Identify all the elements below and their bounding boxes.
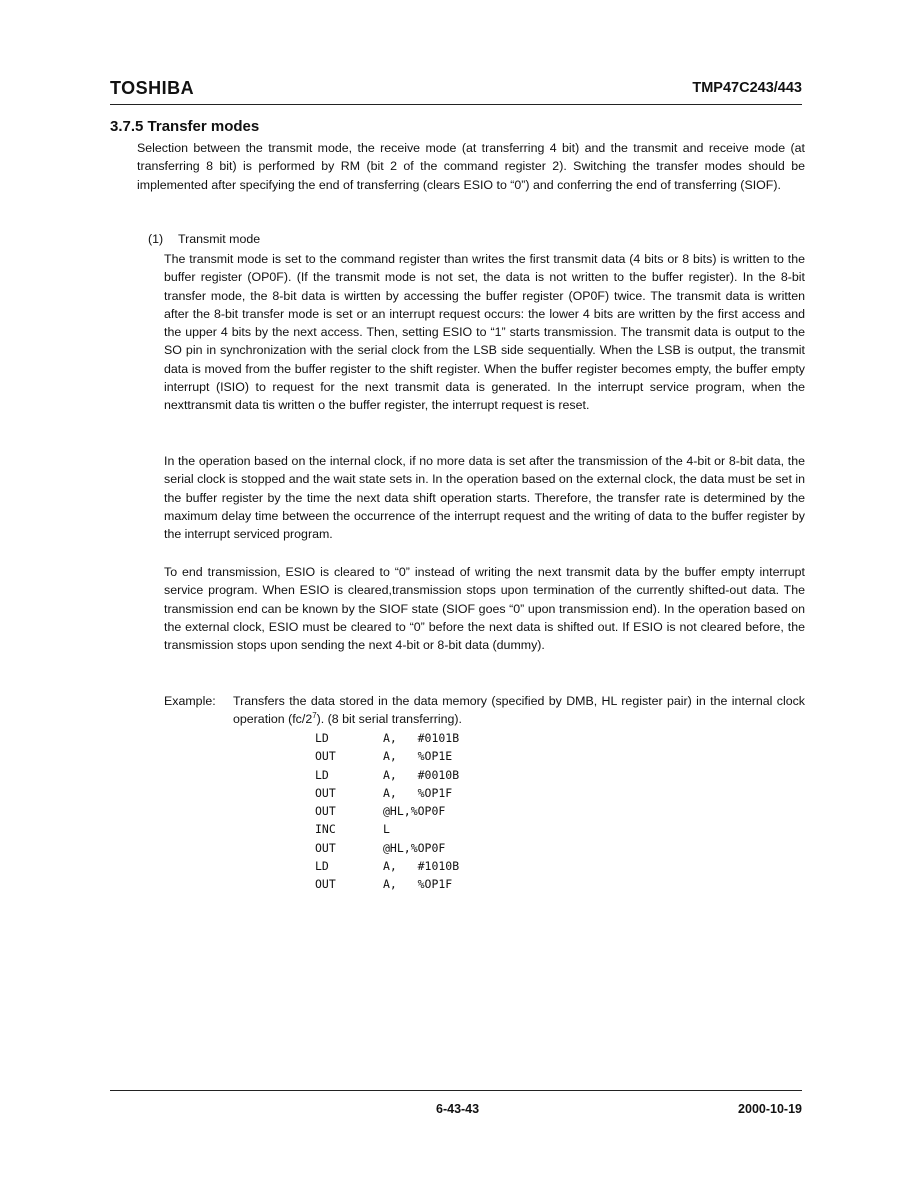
- code-line: [315, 784, 459, 802]
- code-opcode: INC: [315, 822, 336, 837]
- example-text-before: Transfers the data stored in the data memory (specified by DMB, HL register pair) in the internal clock operation (fc/2: [233, 694, 805, 727]
- subsection-number: (1): [148, 232, 164, 246]
- code-line: [315, 802, 459, 820]
- body-paragraph: The transmit mode is set to the command register than writes the first transmit data (4 bits or 8 bits) is written to the buffer register (OP0F). (If the transmit mode is not set, the data is not written to the buffer register). In the 8-bit transfer mode, the 8-bit data is wirtten by accessing the buffer register (OP0F) twice. The transmit data is written after the 8-bit transfer mode is set or an interrupt request occurs: the lower 4 bits are written by the first access and the upper 4 bits by the next access. Then, setting ESIO to “1” starts transmission. The transmit data is output to the SO pin in synchronization with the serial clock from the LSB side sequentially. When the LSB is output, the transmit data is moved from the buffer register to the shift register. When the buffer register becomes empty, the buffer empty interrupt (ISIO) to request for the next transmit data is generated. In the interrupt service program, when the nexttransmit data tis written o the buffer register, the interrupt request is reset.: [164, 252, 805, 413]
- code-opcode: OUT: [315, 749, 336, 764]
- example-label: Example:: [164, 694, 216, 708]
- code-operand: @HL,%OP0F: [383, 804, 446, 819]
- code-operand: A, #0101B: [383, 731, 460, 745]
- section-intro-paragraph: Selection between the transmit mode, the receive mode (at transferring 4 bit) and the transmit and receive mode (at transferring 8 bit) is performed by RM (bit 2 of the command register 2). Switching the transfer modes should be implemented after specifying the end of transferring (clears ESIO to “0”) and conferring the end of transferring (SIOF).: [137, 141, 805, 192]
- code-line: [315, 729, 459, 747]
- code-operand: A, %OP1F: [383, 877, 453, 892]
- page-number: 6-43-43: [436, 1102, 480, 1116]
- code-opcode: OUT: [315, 840, 336, 855]
- code-operand: L: [383, 822, 390, 837]
- code-operand: @HL,%OP0F: [383, 840, 446, 855]
- code-opcode: OUT: [315, 877, 336, 892]
- code-line: [315, 820, 459, 838]
- code-operand: A, %OP1E: [383, 749, 453, 764]
- code-line: [315, 747, 459, 765]
- body-paragraph: To end transmission, ESIO is cleared to “0” instead of writing the next transmit data by the buffer empty interrupt service program. When ESIO is cleared,transmission stops upon termination of the currently shifted-out data. The transmission end can be known by the SIOF state (SIOF goes “0” upon transmission end). In the operation based on the external clock, ESIO must be cleared to “0” before the next data is shifted out. If ESIO is not cleared before, the transmission stops upon sending the next 4-bit or 8-bit data (dummy).: [164, 565, 805, 653]
- code-line: [315, 857, 459, 875]
- code-opcode: LD: [315, 859, 329, 874]
- code-operand: A, #0010B: [383, 767, 460, 782]
- header-rule: [110, 104, 802, 105]
- code-line: [315, 766, 459, 784]
- section-title: 3.7.5 Transfer modes: [110, 118, 260, 135]
- model-number: TMP47C243/443: [692, 80, 802, 96]
- example-exponent: 7: [312, 711, 317, 721]
- code-line: [315, 875, 459, 893]
- example-description: [233, 692, 805, 729]
- code-operand: A, %OP1F: [383, 785, 453, 800]
- document-date: 2000-10-19: [738, 1102, 802, 1116]
- code-opcode: LD: [315, 767, 329, 782]
- code-opcode: LD: [315, 731, 329, 745]
- code-operand: A, #1010B: [383, 859, 460, 874]
- code-listing: [315, 729, 459, 894]
- subsection-heading: [148, 232, 260, 246]
- code-opcode: OUT: [315, 804, 336, 819]
- brand-logo-text: TOSHIBA: [110, 78, 195, 98]
- subsection-title: Transmit mode: [178, 232, 261, 246]
- example-text-after: ). (8 bit serial transferring).: [316, 712, 462, 727]
- body-paragraph: In the operation based on the internal clock, if no more data is set after the transmission of the 4-bit or 8-bit data, the serial clock is stopped and the wait state sets in. In the operation based on the external clock, the data must be set in the buffer register by the time the next data shift operation starts. Therefore, the transfer rate is determined by the maximum delay time between the occurrence of the interrupt request and the writing of data to the buffer register by the interrupt serviced program.: [164, 454, 805, 542]
- code-line: [315, 839, 459, 857]
- footer-rule: [110, 1090, 802, 1091]
- code-opcode: OUT: [315, 785, 336, 800]
- page-header: [110, 78, 802, 104]
